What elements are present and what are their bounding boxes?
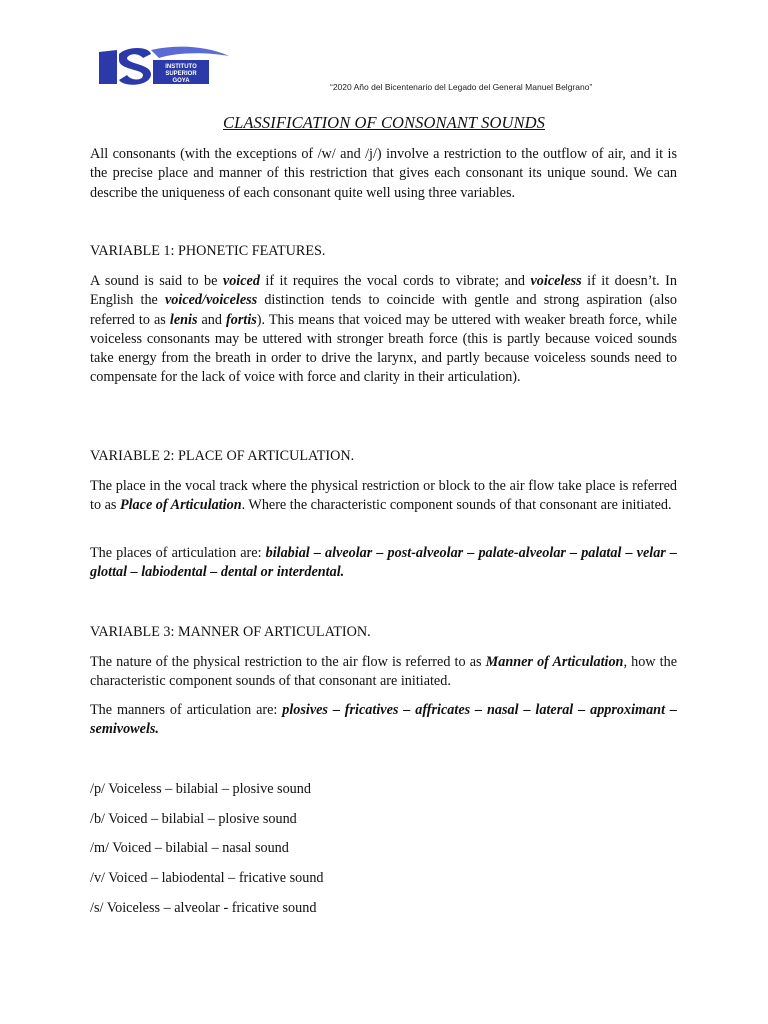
variable-3-heading: VARIABLE 3: MANNER OF ARTICULATION.: [90, 624, 371, 640]
variable-1-heading: VARIABLE 1: PHONETIC FEATURES.: [90, 243, 326, 259]
manners-list: plosives – fricatives – affricates – nasal – lateral – approximant – semivowels.: [90, 702, 677, 738]
example-line: /b/ Voiced – bilabial – plosive sound: [90, 811, 297, 827]
page-title: CLASSIFICATION OF CONSONANT SOUNDS: [223, 113, 545, 132]
term-place-of-articulation: Place of Articulation: [119, 497, 242, 514]
variable-2-paragraph: The place in the vocal track where the physical restriction or block to the air flow take place is referred to as Place of Articulation. Where the characteristic component sounds of that consonant are initiated.: [90, 478, 677, 514]
institute-logo: [97, 44, 231, 88]
example-line: /v/ Voiced – labiodental – fricative sound: [90, 870, 324, 886]
logo-line-2: SUPERIOR: [165, 71, 197, 77]
logo-line-1: INSTITUTO: [165, 64, 197, 70]
term-voiced: voiced: [222, 273, 260, 289]
header-motto: “2020 Año del Bicentenario del Legado del General Manuel Belgrano”: [330, 82, 593, 92]
term-manner-of-articulation: Manner of Articulation: [485, 654, 624, 670]
manners-list-paragraph: The manners of articulation are: plosives – fricatives – affricates – nasal – lateral – approximant – semivowels.: [90, 702, 677, 738]
intro-paragraph: All consonants (with the exceptions of /w/ and /j/) involve a restriction to the outflow of air, and it is the precise place and manner of this restriction that gives each consonant its unique sound. We can describe the uniqueness of each consonant quite well using three variables.: [90, 146, 677, 201]
example-line: /m/ Voiced – bilabial – nasal sound: [90, 840, 289, 856]
term-voiced-voiceless: voiced/voiceless: [165, 292, 258, 309]
example-line: /p/ Voiceless – bilabial – plosive sound: [90, 781, 311, 797]
variable-3-paragraph: The nature of the physical restriction to the air flow is referred to as Manner of Articulation, how the characteristic component sounds of that consonant are initiated.: [90, 654, 677, 690]
term-fortis: fortis: [226, 311, 257, 328]
example-line: /s/ Voiceless – alveolar - fricative sound: [90, 900, 317, 916]
places-list-paragraph: The places of articulation are: bilabial – alveolar – post-alveolar – palate-alveolar – palatal – velar – glottal – labiodental – dental or interdental.: [90, 545, 677, 581]
variable-1-paragraph: A sound is said to be voiced if it requires the vocal cords to vibrate; and voiceless if it doesn’t. In English the voiced/voiceless distinction tends to coincide with gentle and strong aspiration (also referred to as lenis and fortis). This means that voiced may be uttered with weaker breath force, while voiceless consonants may be uttered with stronger breath force (this is partly because voiced sounds take energy from the breath in order to drive the larynx, and partly because voiceless sounds need to compensate for the lack of voice with force and clarity in their articulation).: [90, 273, 678, 386]
term-lenis: lenis: [169, 311, 198, 328]
logo-line-3: GOYA: [172, 78, 190, 84]
places-list: bilabial – alveolar – post-alveolar – palate-alveolar – palatal – velar – glottal – labiodental – dental or interdental.: [90, 545, 677, 581]
variable-2-heading: VARIABLE 2: PLACE OF ARTICULATION.: [90, 448, 355, 464]
term-voiceless: voiceless: [530, 273, 582, 289]
